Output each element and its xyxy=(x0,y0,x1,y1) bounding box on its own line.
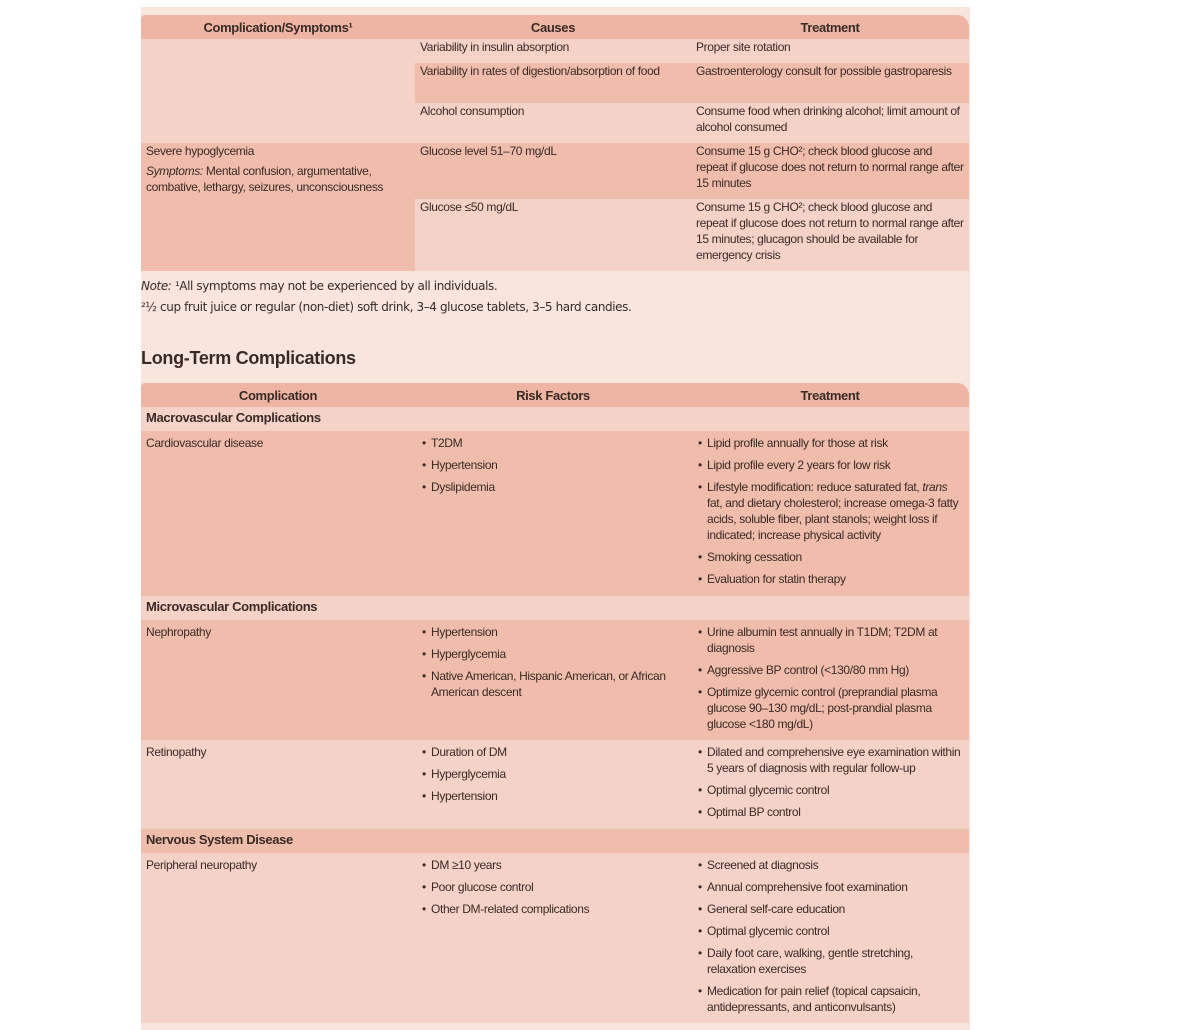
list-item: • Daily foot care, walking, gentle stretching, relaxation exercises xyxy=(696,945,964,977)
table-row xyxy=(141,853,969,1023)
risk-list xyxy=(420,744,686,804)
complication-cell-empty xyxy=(141,39,415,143)
risk-cell xyxy=(415,431,691,596)
list-item: • Evaluation for statin therapy xyxy=(696,571,964,587)
column-header-complication: Complication/Symptoms¹ xyxy=(141,15,415,39)
section-row xyxy=(141,596,969,620)
complication-cell xyxy=(141,143,415,271)
treatment-cell xyxy=(691,740,969,829)
section-label: Microvascular Complications xyxy=(141,596,969,620)
list-item: • Dilated and comprehensive eye examination within 5 years of diagnosis with regular follow-up xyxy=(696,744,964,776)
table-row xyxy=(141,431,969,596)
treatment-list xyxy=(696,744,964,820)
list-item: • Lifestyle modification: reduce saturated fat, trans fat, and dietary cholesterol; increase omega-3 fatty acids, soluble fiber, plant stanols; weight loss if indicated; increase physical activity xyxy=(696,479,964,543)
risk-cell xyxy=(415,620,691,740)
list-item: • Hypertension xyxy=(420,457,686,473)
list-item: • Smoking cessation xyxy=(696,549,964,565)
list-item: • Screened at diagnosis xyxy=(696,857,964,873)
risk-list xyxy=(420,624,686,700)
list-item: • Dyslipidemia xyxy=(420,479,686,495)
treatment-list xyxy=(696,624,964,732)
column-header-treatment: Treatment xyxy=(691,383,969,407)
list-item: • Hyperglycemia xyxy=(420,646,686,662)
complication-cell: Peripheral neuropathy xyxy=(141,853,415,1023)
list-item: • Duration of DM xyxy=(420,744,686,760)
list-item: • Optimize glycemic control (preprandial plasma glucose 90–130 mg/dL; post-prandial plasma glucose <180 mg/dL) xyxy=(696,684,964,732)
list-item: • T2DM xyxy=(420,435,686,451)
treatment-list xyxy=(696,435,964,587)
list-item: • Urine albumin test annually in T1DM; T2DM at diagnosis xyxy=(696,624,964,656)
list-item: • Lipid profile every 2 years for low risk xyxy=(696,457,964,473)
complication-cell: Retinopathy xyxy=(141,740,415,829)
column-header-causes: Causes xyxy=(415,15,691,39)
cause-cell: Variability in insulin absorption xyxy=(415,39,691,63)
column-header-complication: Complication xyxy=(141,383,415,407)
list-item: • Native American, Hispanic American, or African American descent xyxy=(420,668,686,700)
section-title: Long-Term Complications xyxy=(141,348,356,368)
section-row xyxy=(141,829,969,853)
list-item: • Medication for pain relief (topical capsaicin, antidepressants, and anticonvulsants) xyxy=(696,983,964,1015)
list-item: • Aggressive BP control (<130/80 mm Hg) xyxy=(696,662,964,678)
risk-cell xyxy=(415,853,691,1023)
list-item: • Optimal glycemic control xyxy=(696,923,964,939)
treatment-cell xyxy=(691,620,969,740)
section-label: Nervous System Disease xyxy=(141,829,969,853)
footnote-2: ²½ cup fruit juice or regular (non-diet) soft drink, 3–4 glucose tablets, 3–5 hard candies. xyxy=(141,300,632,314)
treatment-cell: Gastroenterology consult for possible gastroparesis xyxy=(691,63,969,103)
treatment-cell: Consume 15 g CHO²; check blood glucose and repeat if glucose does not return to normal range after 15 minutes xyxy=(691,143,969,199)
list-item: • Lipid profile annually for those at risk xyxy=(696,435,964,451)
treatment-list xyxy=(696,857,964,1015)
list-item: • Annual comprehensive foot examination xyxy=(696,879,964,895)
table-row xyxy=(141,620,969,740)
column-header-risk-factors: Risk Factors xyxy=(415,383,691,407)
treatment-cell xyxy=(691,431,969,596)
cause-cell: Variability in rates of digestion/absorption of food xyxy=(415,63,691,103)
cause-cell: Glucose level 51–70 mg/dL xyxy=(415,143,691,199)
risk-list xyxy=(420,857,686,917)
list-item: • DM ≥10 years xyxy=(420,857,686,873)
list-item: • Optimal BP control xyxy=(696,804,964,820)
complication-title: Severe hypoglycemia xyxy=(146,144,255,158)
treatment-cell: Proper site rotation xyxy=(691,39,969,63)
risk-cell xyxy=(415,740,691,829)
treatment-cell: Consume food when drinking alcohol; limit amount of alcohol consumed xyxy=(691,103,969,143)
list-item: • Optimal glycemic control xyxy=(696,782,964,798)
list-item: • Hypertension xyxy=(420,624,686,640)
section-row xyxy=(141,407,969,431)
list-item: • Other DM-related complications xyxy=(420,901,686,917)
list-item: • Hyperglycemia xyxy=(420,766,686,782)
table-row xyxy=(141,143,969,199)
column-header-treatment: Treatment xyxy=(691,15,969,39)
hypoglycemia-table xyxy=(141,15,969,271)
complication-cell: Nephropathy xyxy=(141,620,415,740)
table-row xyxy=(141,740,969,829)
cause-cell: Glucose ≤50 mg/dL xyxy=(415,199,691,271)
treatment-cell xyxy=(691,853,969,1023)
treatment-cell: Consume 15 g CHO²; check blood glucose and repeat if glucose does not return to normal range after 15 minutes; glucagon should be available for emergency crisis xyxy=(691,199,969,271)
section-label: Macrovascular Complications xyxy=(141,407,969,431)
footnote-1: Note: ¹All symptoms may not be experienced by all individuals. xyxy=(141,279,498,293)
cause-cell: Alcohol consumption xyxy=(415,103,691,143)
risk-list xyxy=(420,435,686,495)
list-item: • Hypertension xyxy=(420,788,686,804)
complication-cell: Cardiovascular disease xyxy=(141,431,415,596)
document-page xyxy=(141,7,970,1030)
list-item: • General self-care education xyxy=(696,901,964,917)
symptoms-text: Symptoms: Mental confusion, argumentative, combative, lethargy, seizures, unconsciousness xyxy=(146,164,384,194)
long-term-complications-table xyxy=(141,383,969,1023)
list-item: • Poor glucose control xyxy=(420,879,686,895)
